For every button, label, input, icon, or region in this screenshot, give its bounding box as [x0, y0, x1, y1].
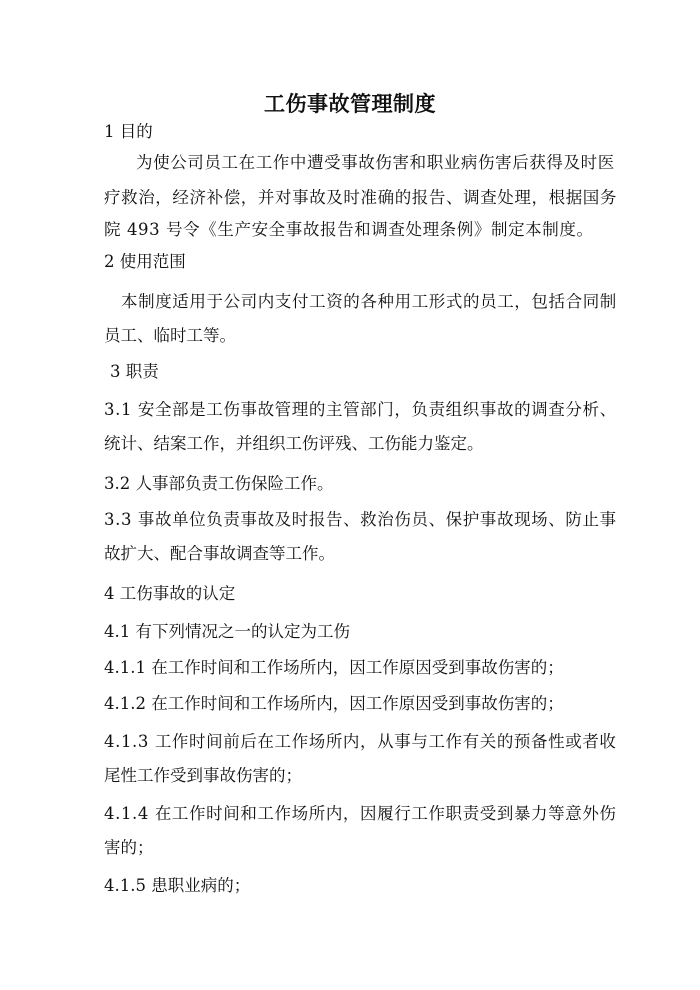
section-heading-purpose: 1 目的 — [104, 122, 153, 141]
paragraph-line: 3.1 安全部是工伤事故管理的主管部门，负责组织事故的调查分析、 — [104, 400, 617, 419]
paragraph-line: 3.2 人事部负责工伤保险工作。 — [104, 474, 334, 493]
paragraph-line: 院 493 号令《生产安全事故报告和调查处理条例》制定本制度。 — [104, 220, 594, 239]
clause-line: 害的； — [104, 838, 154, 857]
paragraph-line: 统计、结案工作，并组织工伤评残、工伤能力鉴定。 — [104, 434, 484, 453]
clause-line: 尾性工作受到事故伤害的； — [104, 766, 302, 785]
clause-line: 4.1.4 在工作时间和工作场所内，因履行工作职责受到暴力等意外伤 — [104, 804, 617, 823]
paragraph-line: 3.3 事故单位负责事故及时报告、救治伤员、保护事故现场、防止事 — [104, 510, 617, 529]
clause-line: 4.1.3 工作时间前后在工作场所内，从事与工作有关的预备性或者收 — [104, 732, 617, 751]
clause-line: 4.1.2 在工作时间和工作场所内，因工作原因受到事故伤害的； — [104, 694, 564, 713]
clause-line: 4.1.5 患职业病的； — [104, 876, 251, 895]
section-heading-determination: 4 工伤事故的认定 — [104, 584, 236, 603]
clause-line: 4.1 有下列情况之一的认定为工伤 — [104, 622, 350, 641]
document-title: 工伤事故管理制度 — [264, 91, 436, 116]
section-heading-duties: 3 职责 — [110, 362, 159, 381]
paragraph-line: 故扩大、配合事故调查等工作。 — [104, 544, 335, 563]
section-heading-scope: 2 使用范围 — [104, 252, 186, 271]
paragraph-line: 本制度适用于公司内支付工资的各种用工形式的员工，包括合同制 — [121, 292, 617, 311]
paragraph-line: 为使公司员工在工作中遭受事故伤害和职业病伤害后获得及时医 — [136, 153, 615, 172]
paragraph-line: 员工、临时工等。 — [104, 326, 236, 345]
paragraph-line: 疗救治，经济补偿，并对事故及时准确的报告、调查处理，根据国务 — [104, 188, 617, 207]
clause-line: 4.1.1 在工作时间和工作场所内，因工作原因受到事故伤害的； — [104, 658, 564, 677]
